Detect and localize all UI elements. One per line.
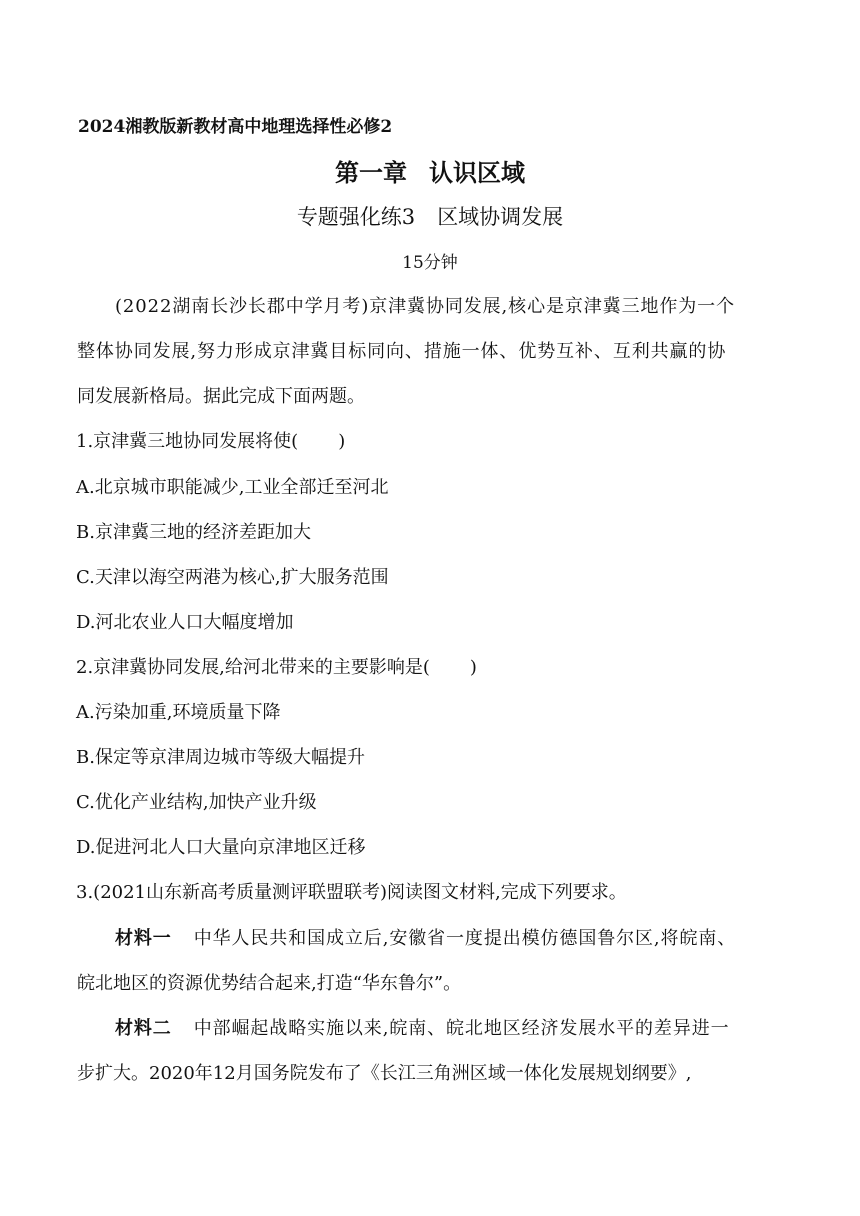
material-2-label: 材料二 (115, 1018, 172, 1039)
section-subtitle (0, 203, 860, 231)
intro-line-3: 同发展新格局。据此完成下面两题。 (77, 386, 365, 407)
question-1-option-d: D.河北农业人口大幅度增加 (76, 612, 294, 633)
chapter-name: 认识区域 (429, 158, 525, 187)
material-1-line-1: 材料一 中华人民共和国成立后,安徽省一度提出模仿德国鲁尔区,将皖南、 (115, 928, 737, 949)
question-1-option-a: A.北京城市职能减少,工业全部迁至河北 (76, 477, 389, 498)
question-1-stem: 1.京津冀三地协同发展将使( ) (76, 431, 346, 452)
intro-line-2: 整体协同发展,努力形成京津冀目标同向、措施一体、优势互补、互利共赢的协 (77, 341, 727, 362)
subtitle-number: 专题强化练3 (296, 205, 416, 229)
question-2-option-b: B.保定等京津周边城市等级大幅提升 (76, 747, 365, 768)
question-1-text: 1.京津冀三地协同发展将使( (76, 431, 299, 452)
question-2-option-a: A.污染加重,环境质量下降 (76, 702, 281, 723)
question-2-stem: 2.京津冀协同发展,给河北带来的主要影响是( ) (76, 657, 477, 678)
time-limit: 15分钟 (402, 253, 458, 273)
subtitle-name: 区域协调发展 (437, 205, 564, 229)
material-1-label: 材料一 (115, 928, 172, 949)
intro-line-1: (2022湖南长沙长郡中学月考)京津冀协同发展,核心是京津冀三地作为一个 (115, 296, 735, 317)
question-2-option-c: C.优化产业结构,加快产业升级 (76, 792, 317, 813)
chapter-title (0, 158, 860, 188)
material-2-line-1: 材料二 中部崛起战略实施以来,皖南、皖北地区经济发展水平的差异进一 (115, 1018, 730, 1039)
question-2-text: 2.京津冀协同发展,给河北带来的主要影响是( (76, 657, 430, 678)
material-2-line-2: 步扩大。2020年12月国务院发布了《长江三角洲区域一体化发展规划纲要》, (77, 1063, 692, 1084)
question-2-option-d: D.促进河北人口大量向京津地区迁移 (76, 837, 366, 858)
material-1-line-2: 皖北地区的资源优势结合起来,打造“华东鲁尔”。 (77, 973, 462, 994)
question-3-stem: 3.(2021山东新高考质量测评联盟联考)阅读图文材料,完成下列要求。 (76, 882, 627, 903)
series-title: 2024湘教版新教材高中地理选择性必修2 (78, 117, 393, 137)
question-1-option-b: B.京津冀三地的经济差距加大 (76, 522, 311, 543)
question-1-option-c: C.天津以海空两港为核心,扩大服务范围 (76, 567, 389, 588)
chapter-number: 第一章 (335, 158, 407, 187)
